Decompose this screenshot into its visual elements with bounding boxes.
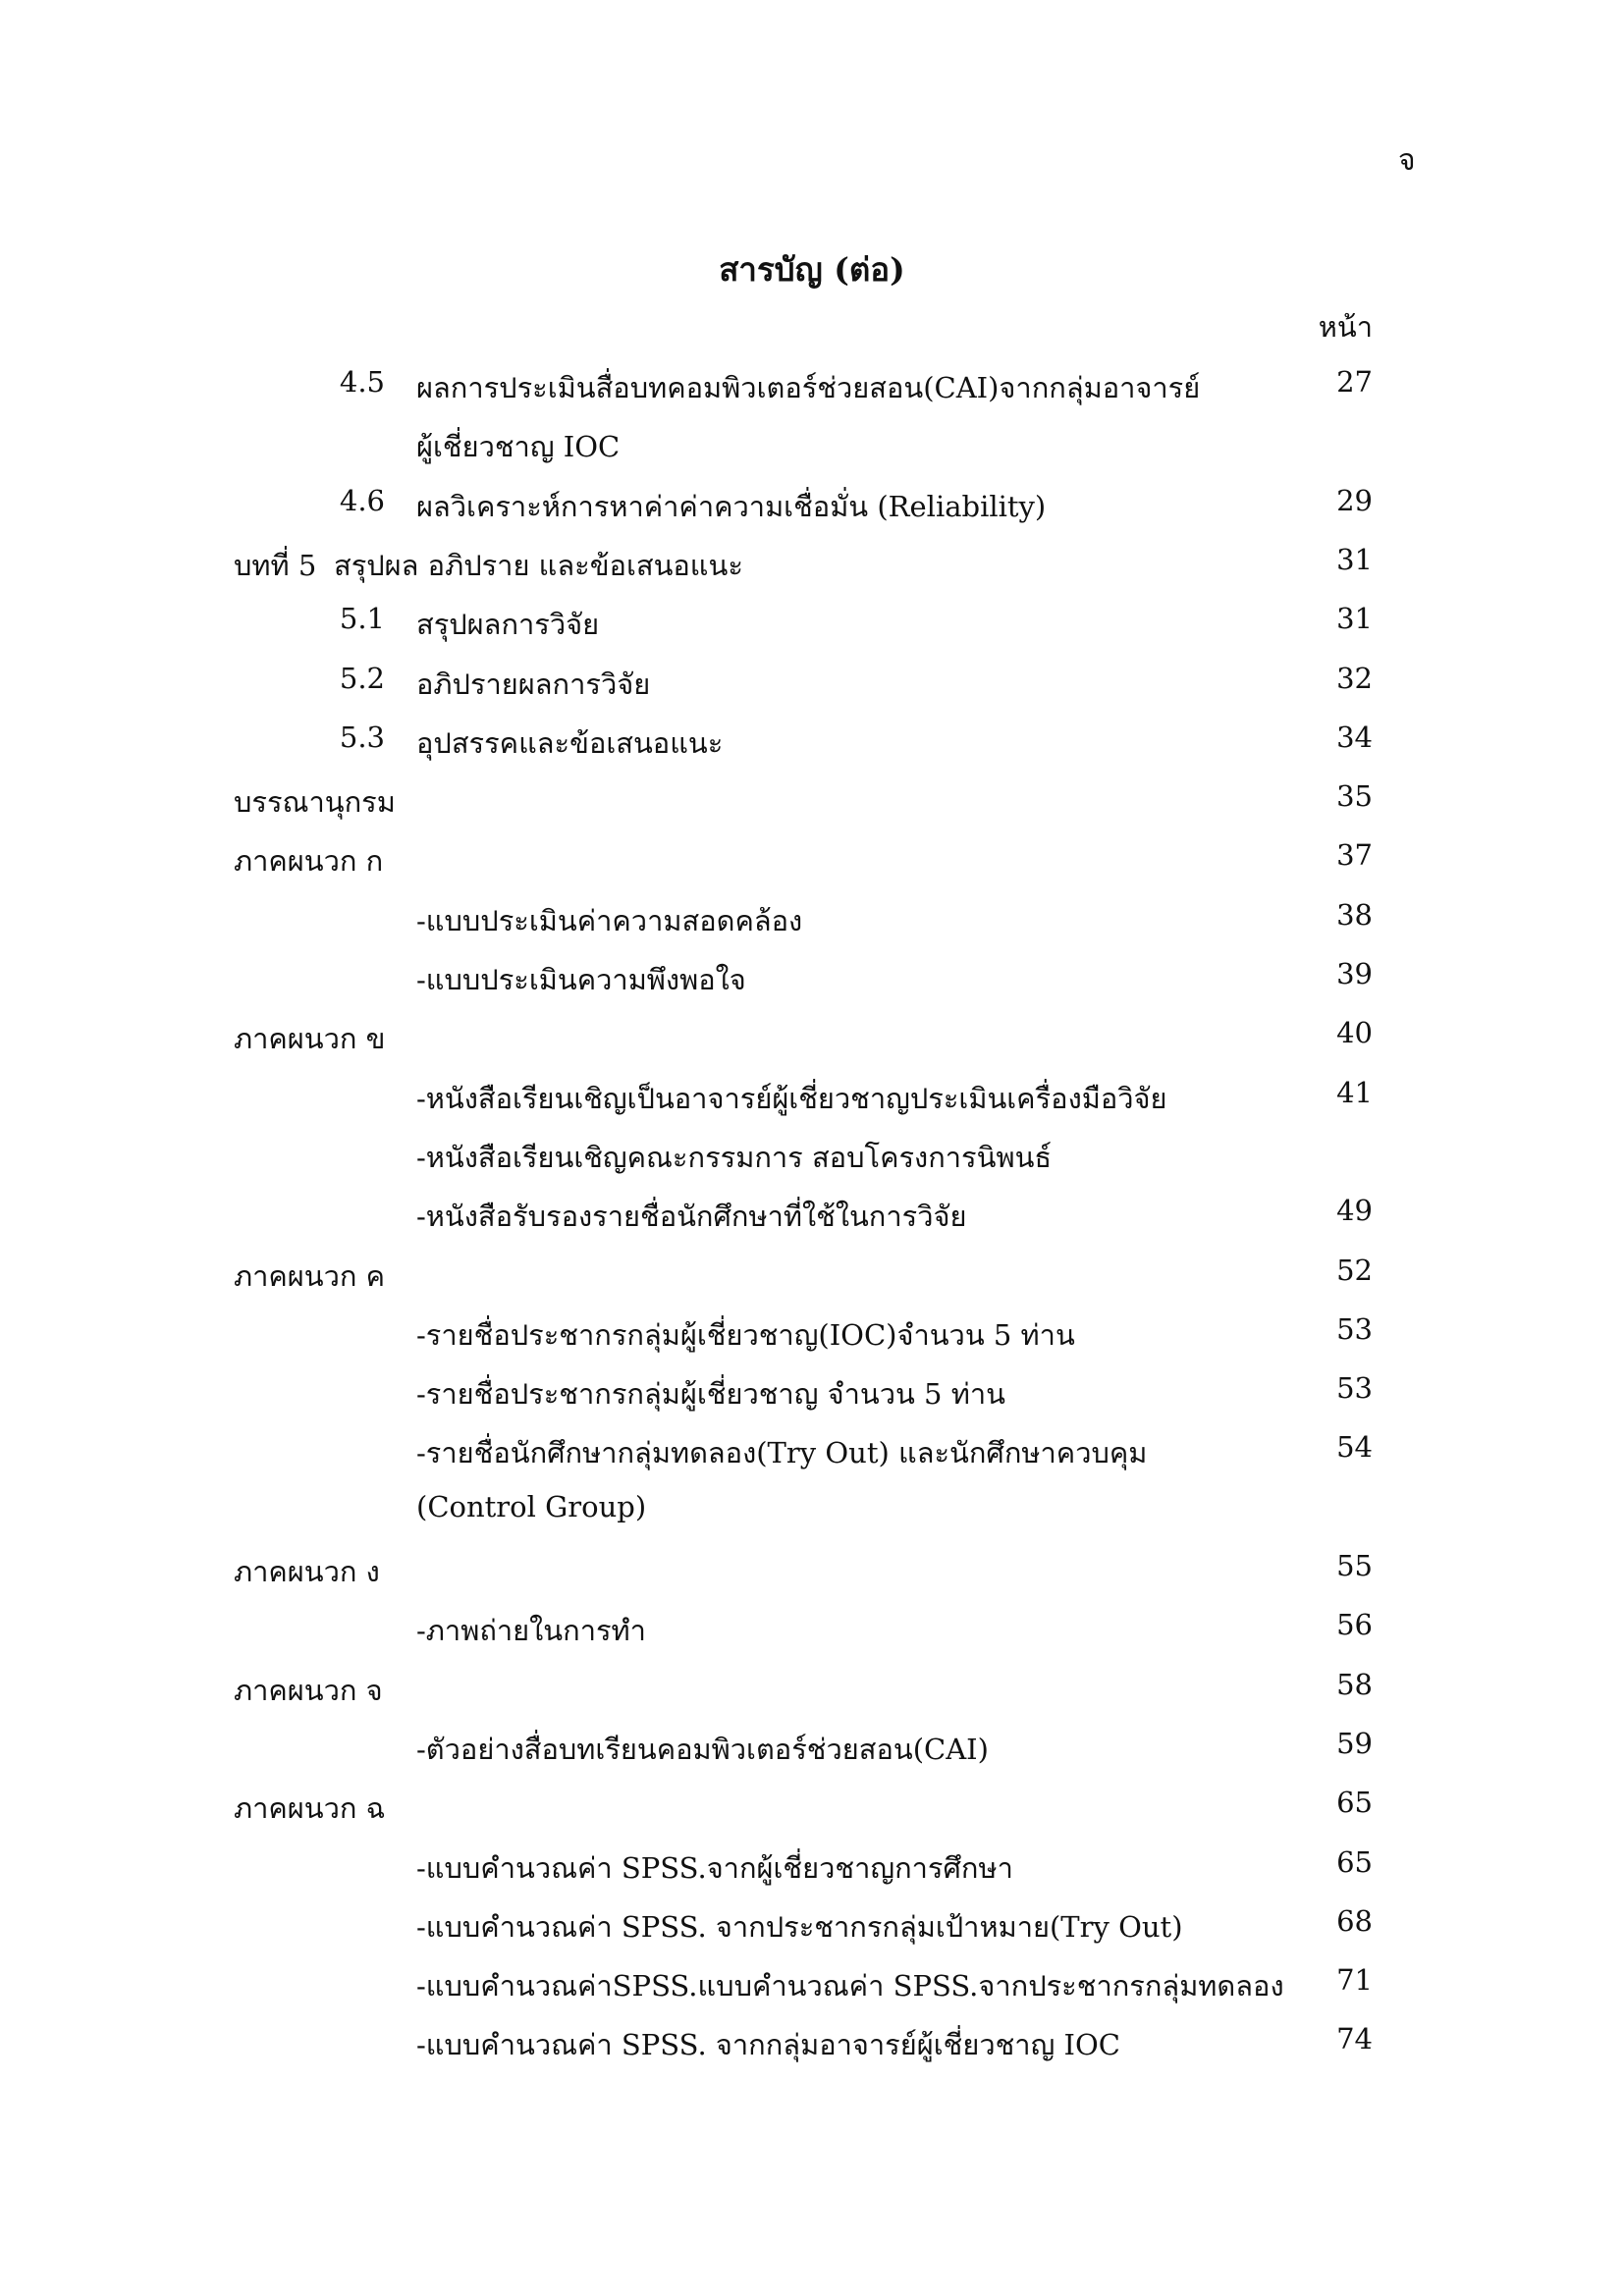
toc-entry-label: สรุปผลการวิจัย bbox=[416, 608, 600, 641]
toc-entry-number: 5.1 bbox=[339, 602, 385, 635]
toc-entry-label: ภาคผนวก จ bbox=[234, 1674, 383, 1707]
page-column-header: หน้า bbox=[1318, 310, 1373, 344]
toc-entry bbox=[0, 543, 1624, 590]
toc-entry-page: 55 bbox=[1336, 1549, 1373, 1582]
toc-entry-number: 4.6 bbox=[339, 484, 385, 517]
toc-entry-page: 59 bbox=[1336, 1727, 1373, 1760]
toc-entry bbox=[0, 1194, 1624, 1241]
toc-entry-page: 58 bbox=[1336, 1668, 1373, 1701]
toc-entry-label: -แบบคำนวณค่า SPSS.จากผู้เชี่ยวชาญการศึกษา bbox=[416, 1851, 1013, 1885]
toc-entry bbox=[0, 484, 1624, 531]
toc-entry bbox=[0, 1254, 1624, 1301]
toc-entry-page: 65 bbox=[1336, 1786, 1373, 1819]
toc-entry-label: -แบบคำนวณค่า SPSS. จากประชากรกลุ่มเป้าหมาย(Try Out) bbox=[416, 1910, 1183, 1944]
toc-entry-page: 54 bbox=[1336, 1430, 1373, 1464]
toc-entry bbox=[0, 957, 1624, 1004]
toc-entry-label: บรรณานุกรม bbox=[234, 785, 396, 819]
toc-entry-page: 40 bbox=[1336, 1016, 1373, 1049]
toc-entry-label: ผลวิเคราะห์การหาค่าค่าความเชื่อมั่น (Reliability) bbox=[416, 490, 1047, 523]
toc-entry bbox=[0, 838, 1624, 885]
toc-entry bbox=[0, 1076, 1624, 1123]
toc-entry-label: ผลการประเมินสื่อบทคอมพิวเตอร์ช่วยสอน(CAI)จากกลุ่มอาจารย์ bbox=[416, 371, 1201, 404]
toc-entry-label: ภาคผนวก ง bbox=[234, 1555, 380, 1588]
toc-entry-label: (Control Group) bbox=[416, 1490, 647, 1523]
toc-entry-label: -รายชื่อประชากรกลุ่มผู้เชี่ยวชาญ(IOC)จำนวน 5 ท่าน bbox=[416, 1318, 1075, 1352]
toc-entry-label: -หนังสือเรียนเชิญเป็นอาจารย์ผู้เชี่ยวชาญประเมินเครื่องมือวิจัย bbox=[416, 1082, 1167, 1115]
toc-entry bbox=[0, 662, 1624, 709]
toc-entry bbox=[0, 1668, 1624, 1715]
toc-entry-page: 34 bbox=[1336, 721, 1373, 754]
toc-entry-label: -ตัวอย่างสื่อบทเรียนคอมพิวเตอร์ช่วยสอน(CAI) bbox=[416, 1733, 989, 1766]
toc-entry-number: 5.3 bbox=[339, 721, 385, 754]
toc-entry-page: 56 bbox=[1336, 1608, 1373, 1641]
toc-entry bbox=[0, 1963, 1624, 2010]
toc-entry-label: ภาคผนวก ค bbox=[234, 1259, 386, 1293]
toc-entry-label: -รายชื่อประชากรกลุ่มผู้เชี่ยวชาญ จำนวน 5 ท่าน bbox=[416, 1377, 1005, 1411]
toc-entry bbox=[0, 424, 1624, 471]
toc-entry bbox=[0, 1786, 1624, 1833]
toc-entry-page: 39 bbox=[1336, 957, 1373, 990]
toc-entry-page: 74 bbox=[1336, 2022, 1373, 2056]
toc-entry bbox=[0, 1549, 1624, 1596]
toc-entry-label: -แบบคำนวณค่า SPSS. จากกลุ่มอาจารย์ผู้เชี่ยวชาญ IOC bbox=[416, 2028, 1120, 2061]
toc-entry-page: 52 bbox=[1336, 1254, 1373, 1287]
toc-entry bbox=[0, 898, 1624, 945]
toc-entry-label: ภาคผนวก ก bbox=[234, 844, 384, 878]
toc-entry-page: 68 bbox=[1336, 1904, 1373, 1938]
page-number: จ bbox=[1398, 143, 1416, 178]
toc-entry-page: 49 bbox=[1336, 1194, 1373, 1227]
toc-entry bbox=[0, 1135, 1624, 1182]
toc-entry-label: -แบบคำนวณค่าSPSS.แบบคำนวณค่า SPSS.จากประชากรกลุ่มทดลอง bbox=[416, 1969, 1284, 2002]
toc-entry-number: 4.5 bbox=[339, 365, 385, 399]
toc-entry-label: ภาคผนวก ข bbox=[234, 1022, 386, 1055]
toc-entry-page: 53 bbox=[1336, 1371, 1373, 1405]
toc-entry bbox=[0, 1312, 1624, 1360]
toc-entry-page: 37 bbox=[1336, 838, 1373, 872]
toc-entry bbox=[0, 1371, 1624, 1418]
toc-entry-page: 41 bbox=[1336, 1076, 1373, 1109]
toc-entry-label: สรุปผล อภิปราย และข้อเสนอแนะ bbox=[334, 549, 743, 582]
toc-entry bbox=[0, 365, 1624, 412]
toc-entry-number: 5.2 bbox=[339, 662, 385, 695]
toc-entry-label: -รายชื่อนักศึกษากลุ่มทดลอง(Try Out) และนักศึกษาควบคุม bbox=[416, 1436, 1148, 1469]
toc-entry-label: อภิปรายผลการวิจัย bbox=[416, 667, 651, 701]
toc-entry bbox=[0, 602, 1624, 649]
toc-entry bbox=[0, 1490, 1624, 1537]
toc-entry bbox=[0, 2022, 1624, 2069]
toc-entry-page: 38 bbox=[1336, 898, 1373, 932]
toc-entry-page: 31 bbox=[1336, 543, 1373, 576]
toc-entry bbox=[0, 1430, 1624, 1477]
toc-entry-page: 53 bbox=[1336, 1312, 1373, 1346]
toc-entry bbox=[0, 1608, 1624, 1655]
toc-entry-label: อุปสรรคและข้อเสนอแนะ bbox=[416, 726, 724, 760]
page-title: สารบัญ (ต่อ) bbox=[719, 250, 905, 289]
toc-entry bbox=[0, 1727, 1624, 1774]
toc-entry-page: 27 bbox=[1336, 365, 1373, 399]
toc-entry bbox=[0, 1016, 1624, 1063]
toc-entry-label: ภาคผนวก ฉ bbox=[234, 1791, 386, 1825]
toc-entry-label: -หนังสือรับรองรายชื่อนักศึกษาที่ใช้ในการวิจัย bbox=[416, 1200, 967, 1233]
toc-entry-page: 71 bbox=[1336, 1963, 1373, 1997]
toc-entry-page: 31 bbox=[1336, 602, 1373, 635]
toc-entry-label: ผู้เชี่ยวชาญ IOC bbox=[416, 430, 621, 463]
toc-entry-label: -แบบประเมินความพึงพอใจ bbox=[416, 963, 746, 996]
toc-entry-page: 35 bbox=[1336, 779, 1373, 813]
toc-entry bbox=[0, 779, 1624, 827]
toc-entry-label: -แบบประเมินค่าความสอดคล้อง bbox=[416, 904, 803, 937]
toc-entry-number: บทที่ 5 bbox=[234, 549, 317, 582]
toc-entry bbox=[0, 1845, 1624, 1893]
toc-entry-page: 29 bbox=[1336, 484, 1373, 517]
toc-entry bbox=[0, 1904, 1624, 1951]
toc-entry-page: 32 bbox=[1336, 662, 1373, 695]
toc-entry bbox=[0, 721, 1624, 768]
toc-entry-label: -ภาพถ่ายในการทำ bbox=[416, 1614, 646, 1647]
toc-entry-label: -หนังสือเรียนเชิญคณะกรรมการ สอบโครงการนิพนธ์ bbox=[416, 1141, 1053, 1174]
toc-entry-page: 65 bbox=[1336, 1845, 1373, 1879]
